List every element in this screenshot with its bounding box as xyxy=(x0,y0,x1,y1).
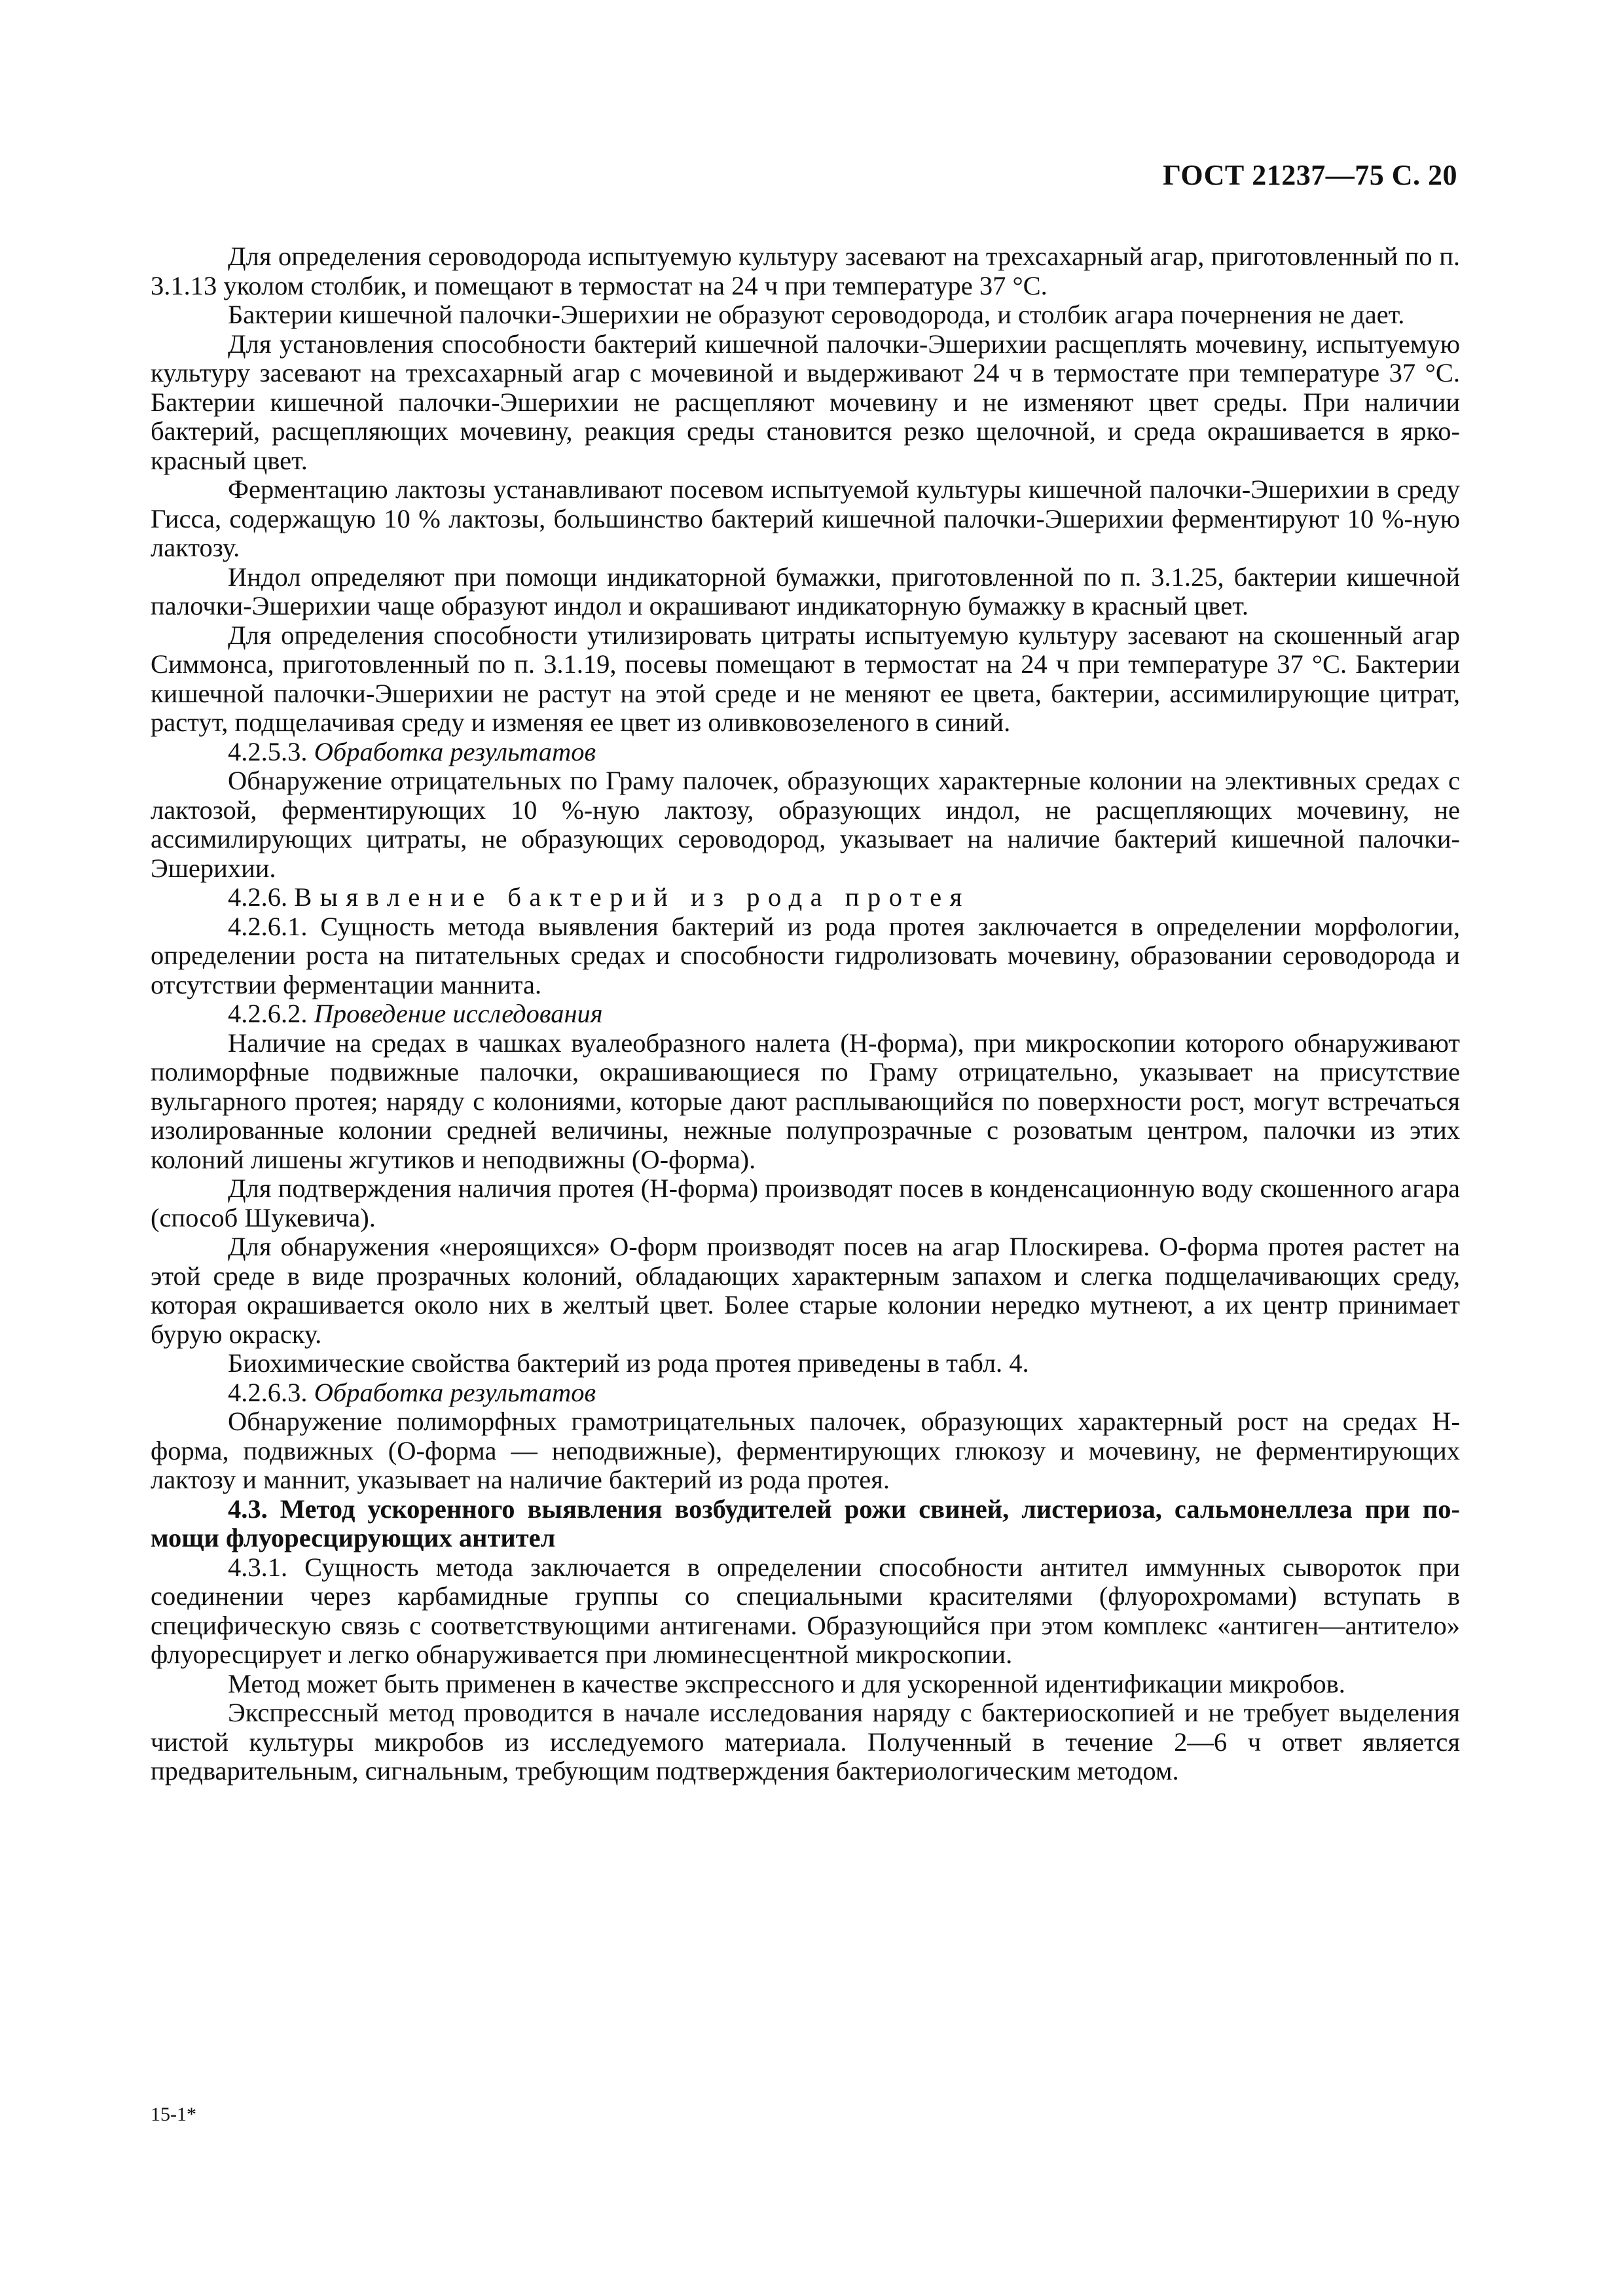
subsection-title: Обработка результатов xyxy=(314,1377,596,1407)
subsection-title: Проведение исследования xyxy=(314,999,603,1028)
paragraph: Для установления способности бактерий кишечной палочки-Эшерихии расщеплять мочевину, испытуемую культуру засевают на трехсахарный агар с мочевиной и выдерживают 24 ч в термостате при температуре 37 °С. Бактерии кишечной палочки-Эшерихии не расщепляют мочевину и не изменяют цвет среды. При наличии бактерий, расщепляющих мочевину, реакция среды становится резко щелочной, и среда окрашивается в ярко-красный цвет. xyxy=(151,329,1460,475)
subsection-title: Обработка результатов xyxy=(314,736,596,766)
subsection-number: 4.2.6.2. xyxy=(228,999,308,1028)
page-footer: 15-1* xyxy=(151,2104,196,2125)
paragraph: Экспрессный метод проводится в начале исследования наряду с бактериоскопией и не требует выделения чистой культуры микробов из исследуемого материала. Полученный в течение 2—6 ч ответ является предварительным, сигнальным, требующим подтверждения бактериологическим методом. xyxy=(151,1698,1460,1785)
paragraph: 4.3.1. Сущность метода заключается в определении способности антител иммунных сывороток при соединении через карбамидные группы со специальными красителями (флуорохромами) вступать в специфическую связь с соответствующими антигенами. Образующийся при этом комплекс «антиген—антитело» флуоресцирует и легко обнаруживается при люминесцентной микроскопии. xyxy=(151,1552,1460,1669)
paragraph: Для обнаружения «нероящихся» О-форм производят посев на агар Плоскирева. О-форма протея растет на этой среде в виде прозрачных колоний, обладающих характерным запахом и слегка подщелачивающих среду, которая окрашивается около них в желтый цвет. Более старые колонии нередко мутнеют, а их центр принимает бурую окраску. xyxy=(151,1232,1460,1349)
paragraph: Для определения способности утилизировать цитраты испытуемую культуру засевают на скошенный агар Симмонса, приготовленный по п. 3.1.19, посевы помещают в термостат на 24 ч при температуре 37 °С. Бактерии кишечной палочки-Эшерихии не растут на этой среде и не меняют ее цвета, бактерии, ассимилирующие цитрат, растут, подщелачивая среду и изменяя ее цвет из оливковозеленого в синий. xyxy=(151,620,1460,737)
paragraph: Для определения сероводорода испытуемую культуру засевают на трехсахарный агар, приготовленный по п. 3.1.13 уколом столбик, и помещают в термостат на 24 ч при температуре 37 °С. xyxy=(151,242,1460,300)
paragraph: Биохимические свойства бактерий из рода протея приведены в табл. 4. xyxy=(228,1348,1029,1378)
document-body xyxy=(151,242,1460,1786)
paragraph: Метод может быть применен в качестве экспрессного и для ускоренной идентификации микробов. xyxy=(228,1668,1345,1698)
section-title: Выявление бактерий из рода протея xyxy=(294,882,970,912)
paragraph: Для подтверждения наличия протея (Н-форма) производят посев в конденсационную воду скошенного агара (способ Шукевича). xyxy=(151,1174,1460,1232)
paragraph: Обнаружение полиморфных грамотрицательных палочек, образующих характерный рост на средах Н-форма, подвижных (О-форма — неподвижные), ферментирующих глюкозу и мочевину, не ферментирующих лактозу и маннит, указывает на наличие бактерий из рода протея. xyxy=(151,1407,1460,1494)
subsection-heading-4263 xyxy=(151,1378,1460,1408)
section-heading-43: 4.3. Метод ускоренного выявления возбудителей рожи свиней, листериоза, сальмонеллеза при помощи флуоресцирующих антител xyxy=(151,1494,1460,1552)
section-heading-426 xyxy=(151,883,1460,912)
paragraph: Ферментацию лактозы устанавливают посевом испытуемой культуры кишечной палочки-Эшерихии в среду Гисса, содержащую 10 % лактозы, большинство бактерий кишечной палочки-Эшерихии ферментируют 10 %-ную лактозу. xyxy=(151,475,1460,562)
paragraph: 4.2.6.1. Сущность метода выявления бактерий из рода протея заключается в определении морфологии, определении роста на питательных средах и способности гидролизовать мочевину, образовании сероводорода и отсутствии ферментации маннита. xyxy=(151,911,1460,999)
paragraph: Бактерии кишечной палочки-Эшерихии не образуют сероводорода, и столбик агара почернения не дает. xyxy=(228,300,1405,329)
subsection-heading-4253 xyxy=(151,738,1460,767)
paragraph: Индол определяют при помощи индикаторной бумажки, приготовленной по п. 3.1.25, бактерии кишечной палочки-Эшерихии чаще образуют индол и окрашивают индикаторную бумажку в красный цвет. xyxy=(151,562,1460,620)
subsection-number: 4.2.5.3. xyxy=(228,736,308,766)
subsection-heading-4262 xyxy=(151,999,1460,1029)
paragraph: Наличие на средах в чашках вуалеобразного налета (Н-форма), при микроскопии которого обнаруживают полиморфные подвижные палочки, окрашивающиеся по Граму отрицательно, указывает на присутствие вульгарного протея; наряду с колониями, которые дают расплывающийся по поверхности рост, могут встречаться изолированные колонии средней величины, нежные полупрозрачные с розоватым центром, палочки из этих колоний лишены жгутиков и неподвижны (О-форма). xyxy=(151,1028,1460,1174)
page-header: ГОСТ 21237—75 С. 20 xyxy=(1162,159,1457,191)
paragraph: Обнаружение отрицательных по Граму палочек, образующих характерные колонии на элективных средах с лактозой, ферментирующих 10 %-ную лактозу, образующих индол, не расщепляющих мочевину, не ассимилирующих цитраты, не образующих сероводород, указывает на наличие бактерий кишечной палочки-Эшерихии. xyxy=(151,766,1460,883)
subsection-number: 4.2.6.3. xyxy=(228,1377,308,1407)
section-number: 4.2.6. xyxy=(228,882,288,912)
